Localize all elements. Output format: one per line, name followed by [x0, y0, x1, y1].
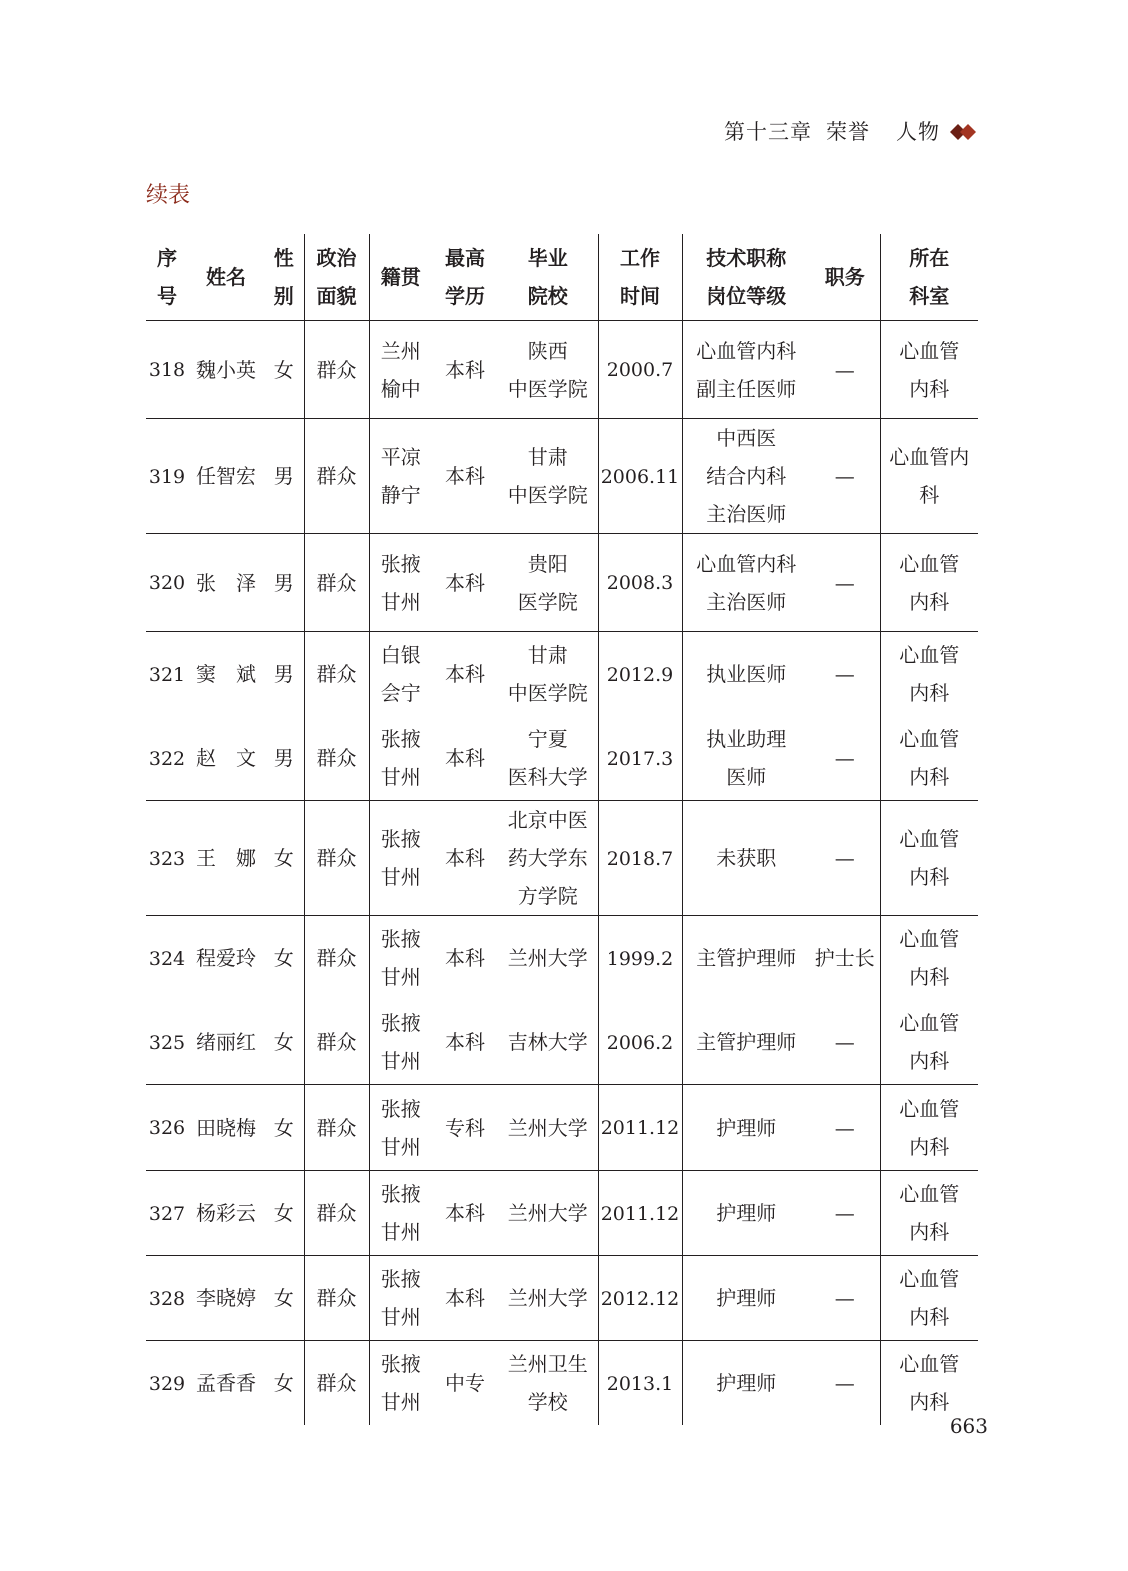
row-gender — [264, 1256, 304, 1341]
row-education-text: 本科 — [445, 1201, 485, 1225]
row-work-time-text: 2008.3 — [606, 572, 674, 594]
row-seq-text: 319 — [148, 465, 186, 488]
row-seq-text: 323 — [148, 847, 186, 870]
row-department — [880, 321, 978, 419]
row-title-text: 护理师 — [716, 1286, 777, 1310]
row-school-text: 吉林大学 — [507, 1030, 588, 1054]
row-gender-text: 男 — [273, 662, 294, 686]
row-department-text: 心血管 内科 — [899, 338, 960, 401]
row-native-text: 张掖 甘州 — [380, 727, 421, 789]
table-row — [146, 1085, 978, 1171]
row-position-text: — — [834, 1115, 855, 1140]
header-native: 籍贯 — [369, 234, 432, 321]
row-native — [369, 1085, 432, 1171]
row-politics-text: 群众 — [316, 464, 357, 488]
row-school — [498, 1000, 598, 1085]
row-work-time — [598, 1171, 682, 1256]
row-title — [682, 1000, 810, 1085]
row-native-text: 张掖 甘州 — [380, 927, 421, 989]
row-title-text: 主管护理师 — [696, 946, 797, 970]
row-native — [369, 716, 432, 801]
row-department-text: 心血管 内科 — [899, 1267, 960, 1329]
row-department-text: 心血管 内科 — [899, 827, 960, 889]
row-politics — [304, 916, 369, 1001]
row-name-text: 田晓梅 — [196, 1115, 256, 1140]
row-politics — [304, 632, 369, 717]
row-work-time — [598, 321, 682, 419]
row-title — [682, 534, 810, 632]
row-name — [188, 1256, 264, 1341]
row-native — [369, 1000, 432, 1085]
row-gender-text: 女 — [273, 1201, 294, 1225]
row-school — [498, 321, 598, 419]
row-gender-text: 女 — [273, 1371, 294, 1395]
row-politics-text: 群众 — [316, 1115, 357, 1140]
row-work-time — [598, 1085, 682, 1171]
row-title — [682, 1341, 810, 1426]
row-seq — [146, 716, 188, 801]
row-education — [432, 419, 498, 534]
row-department — [880, 1085, 978, 1171]
row-seq — [146, 1256, 188, 1341]
row-name — [188, 1085, 264, 1171]
row-politics — [304, 321, 369, 419]
row-school — [498, 534, 598, 632]
table-row — [146, 1341, 978, 1426]
row-department-text: 心血管 内科 — [899, 927, 960, 989]
row-politics-text: 群众 — [316, 1201, 357, 1225]
row-title — [682, 632, 810, 717]
row-education-text: 本科 — [445, 1030, 485, 1054]
row-gender-text: 女 — [273, 357, 294, 382]
row-title-text: 执业医师 — [706, 662, 787, 686]
row-title-text: 执业助理 医师 — [706, 727, 787, 789]
row-title — [682, 801, 810, 916]
row-seq — [146, 1000, 188, 1085]
row-native-text: 张掖 甘州 — [380, 1267, 421, 1329]
row-seq-text: 318 — [148, 359, 186, 381]
row-title-text: 未获职 — [716, 846, 777, 870]
row-department-text: 心血管 内科 — [899, 1096, 960, 1159]
row-gender — [264, 534, 304, 632]
row-seq-text: 327 — [148, 1202, 186, 1225]
row-education — [432, 534, 498, 632]
row-name — [188, 534, 264, 632]
row-education — [432, 1256, 498, 1341]
row-seq-text: 322 — [148, 747, 186, 770]
row-education-text: 本科 — [445, 570, 485, 595]
row-department-text: 心血管内 科 — [889, 445, 970, 507]
row-education-text: 本科 — [445, 746, 485, 770]
row-title-text: 护理师 — [716, 1371, 777, 1395]
row-name-text: 杨彩云 — [196, 1201, 256, 1225]
row-name-text: 程爱玲 — [196, 946, 256, 970]
row-native-text: 白银 会宁 — [380, 643, 421, 705]
row-native — [369, 1171, 432, 1256]
row-seq-text: 329 — [148, 1372, 186, 1395]
row-position-text: — — [834, 357, 855, 382]
table-row — [146, 632, 978, 717]
row-department-text: 心血管 内科 — [899, 643, 960, 705]
row-work-time-text: 2000.7 — [606, 359, 674, 381]
row-politics — [304, 1000, 369, 1085]
row-seq-text: 325 — [148, 1031, 186, 1054]
row-native — [369, 1256, 432, 1341]
table-row — [146, 419, 978, 534]
row-school — [498, 632, 598, 717]
row-name-text: 张 泽 — [196, 570, 256, 595]
row-name — [188, 1000, 264, 1085]
row-gender-text: 女 — [273, 946, 294, 970]
running-head-topic-2: 人物 — [896, 120, 940, 144]
row-seq — [146, 916, 188, 1001]
row-department — [880, 1171, 978, 1256]
row-position — [810, 632, 880, 717]
header-education: 最高 学历 — [432, 234, 498, 321]
row-work-time-text: 2018.7 — [606, 847, 674, 870]
row-politics-text: 群众 — [316, 946, 357, 970]
row-position — [810, 716, 880, 801]
header-politics: 政治 面貌 — [304, 234, 369, 321]
row-education-text: 本科 — [445, 1286, 485, 1310]
row-name — [188, 1171, 264, 1256]
row-name-text: 绪丽红 — [196, 1030, 256, 1054]
row-gender-text: 女 — [273, 1286, 294, 1310]
table-row — [146, 916, 978, 1001]
row-work-time-text: 2017.3 — [606, 747, 674, 770]
row-title-text: 主管护理师 — [696, 1030, 797, 1054]
row-department-text: 心血管 内科 — [899, 1352, 960, 1414]
row-work-time — [598, 1000, 682, 1085]
row-title — [682, 1256, 810, 1341]
row-education — [432, 801, 498, 916]
row-position-text: — — [834, 1201, 855, 1225]
row-work-time — [598, 419, 682, 534]
row-name-text: 赵 文 — [196, 746, 256, 770]
row-position-text: — — [834, 1030, 855, 1054]
row-name — [188, 321, 264, 419]
row-department-text: 心血管 内科 — [899, 551, 960, 614]
row-school — [498, 419, 598, 534]
row-gender — [264, 1341, 304, 1426]
row-school-text: 兰州大学 — [507, 1286, 588, 1310]
row-education-text: 本科 — [445, 946, 485, 970]
row-politics-text: 群众 — [316, 1286, 357, 1310]
row-seq — [146, 632, 188, 717]
row-title-text: 心血管内科 副主任医师 — [696, 338, 797, 401]
row-seq-text: 326 — [148, 1117, 186, 1139]
row-seq-text: 320 — [148, 572, 186, 594]
row-department — [880, 534, 978, 632]
row-title — [682, 916, 810, 1001]
row-native — [369, 534, 432, 632]
row-name-text: 魏小英 — [196, 357, 256, 382]
row-school — [498, 1341, 598, 1426]
row-work-time-text: 2006.2 — [606, 1031, 674, 1054]
row-name-text: 王 娜 — [196, 846, 256, 870]
row-gender — [264, 419, 304, 534]
row-position-text: — — [834, 570, 855, 595]
row-education — [432, 716, 498, 801]
row-seq-text: 328 — [148, 1287, 186, 1310]
row-gender — [264, 716, 304, 801]
row-education-text: 本科 — [445, 357, 485, 382]
row-gender — [264, 632, 304, 717]
row-politics — [304, 1085, 369, 1171]
row-department-text: 心血管 内科 — [899, 1011, 960, 1073]
row-gender-text: 女 — [273, 846, 294, 870]
row-native-text: 张掖 甘州 — [380, 1096, 421, 1159]
row-position — [810, 321, 880, 419]
table-row — [146, 1171, 978, 1256]
row-work-time — [598, 716, 682, 801]
table-row — [146, 534, 978, 632]
row-native-text: 张掖 甘州 — [380, 1182, 421, 1244]
row-seq — [146, 1085, 188, 1171]
row-work-time — [598, 1341, 682, 1426]
row-education-text: 中专 — [445, 1371, 485, 1395]
row-seq — [146, 1171, 188, 1256]
row-school-text: 兰州卫生 学校 — [507, 1352, 588, 1414]
row-department — [880, 419, 978, 534]
row-native — [369, 1341, 432, 1426]
row-school — [498, 916, 598, 1001]
row-school-text: 甘肃 中医学院 — [507, 445, 588, 507]
row-politics — [304, 1341, 369, 1426]
row-school-text: 陕西 中医学院 — [507, 338, 588, 401]
row-politics — [304, 801, 369, 916]
row-education — [432, 321, 498, 419]
row-name-text: 任智宏 — [196, 464, 256, 488]
row-school — [498, 1256, 598, 1341]
row-education — [432, 1000, 498, 1085]
row-native-text: 兰州 榆中 — [380, 338, 421, 401]
row-department — [880, 1256, 978, 1341]
row-seq — [146, 534, 188, 632]
row-education — [432, 916, 498, 1001]
row-position-text: — — [834, 464, 855, 488]
row-school-text: 宁夏 医科大学 — [507, 727, 588, 789]
row-school — [498, 801, 598, 916]
row-school — [498, 1085, 598, 1171]
row-position — [810, 1341, 880, 1426]
row-work-time-text: 2006.11 — [600, 465, 680, 488]
row-school-text: 兰州大学 — [507, 1201, 588, 1225]
running-head-topic-1: 荣誉 — [826, 120, 870, 144]
row-gender — [264, 1085, 304, 1171]
row-title-text: 护理师 — [716, 1115, 777, 1140]
row-school-text: 兰州大学 — [507, 1115, 588, 1140]
row-native-text: 张掖 甘州 — [380, 827, 421, 889]
row-position — [810, 1171, 880, 1256]
row-education — [432, 1085, 498, 1171]
row-department — [880, 801, 978, 916]
row-native — [369, 419, 432, 534]
row-gender — [264, 916, 304, 1001]
row-gender — [264, 321, 304, 419]
row-politics-text: 群众 — [316, 746, 357, 770]
row-school-text: 甘肃 中医学院 — [507, 643, 588, 705]
header-name: 姓名 — [188, 234, 264, 321]
row-department-text: 心血管 内科 — [899, 727, 960, 789]
row-seq — [146, 321, 188, 419]
row-title — [682, 419, 810, 534]
row-gender-text: 女 — [273, 1115, 294, 1140]
row-name-text: 窦 斌 — [196, 662, 256, 686]
row-position — [810, 419, 880, 534]
double-diamond-icon — [950, 122, 978, 142]
header-school: 毕业 院校 — [498, 234, 598, 321]
row-politics — [304, 716, 369, 801]
running-head-chapter: 第十三章 — [724, 120, 812, 144]
row-position-text: — — [834, 746, 855, 770]
header-title: 技术职称 岗位等级 — [682, 234, 810, 321]
header-department: 所在 科室 — [880, 234, 978, 321]
row-seq — [146, 1341, 188, 1426]
row-school — [498, 716, 598, 801]
row-politics — [304, 419, 369, 534]
row-native-text: 张掖 甘州 — [380, 1352, 421, 1414]
row-title — [682, 321, 810, 419]
table-row — [146, 716, 978, 801]
row-work-time-text: 2011.12 — [600, 1202, 680, 1225]
header-gender: 性 别 — [264, 234, 304, 321]
row-native-text: 张掖 甘州 — [380, 1011, 421, 1073]
row-native-text: 张掖 甘州 — [380, 551, 421, 614]
row-name — [188, 916, 264, 1001]
row-work-time — [598, 632, 682, 717]
row-position — [810, 916, 880, 1001]
row-title — [682, 1171, 810, 1256]
table-row — [146, 321, 978, 419]
row-native-text: 平凉 静宁 — [380, 445, 421, 507]
row-seq — [146, 801, 188, 916]
row-politics — [304, 1171, 369, 1256]
row-school-text: 北京中医 药大学东 方学院 — [507, 808, 588, 908]
row-work-time-text: 2011.12 — [600, 1117, 680, 1139]
row-work-time — [598, 1256, 682, 1341]
row-politics — [304, 534, 369, 632]
row-work-time — [598, 534, 682, 632]
row-native — [369, 632, 432, 717]
row-name-text: 李晓婷 — [196, 1286, 256, 1310]
header-seq: 序 号 — [146, 234, 188, 321]
row-department — [880, 916, 978, 1001]
row-work-time — [598, 916, 682, 1001]
row-education — [432, 632, 498, 717]
row-gender-text: 男 — [273, 464, 294, 488]
row-name — [188, 716, 264, 801]
continued-label: 续表 — [146, 183, 191, 208]
row-seq — [146, 419, 188, 534]
staff-table — [146, 234, 978, 1425]
row-name — [188, 419, 264, 534]
row-name-text: 孟香香 — [196, 1371, 256, 1395]
row-native — [369, 321, 432, 419]
row-position-text: — — [834, 1286, 855, 1310]
header-work-time: 工作 时间 — [598, 234, 682, 321]
row-gender — [264, 1000, 304, 1085]
row-politics-text: 群众 — [316, 662, 357, 686]
row-seq-text: 321 — [148, 663, 186, 686]
row-politics-text: 群众 — [316, 357, 357, 382]
table-header-row — [146, 234, 978, 321]
row-position-text: — — [834, 846, 855, 870]
row-gender — [264, 801, 304, 916]
row-school-text: 兰州大学 — [507, 946, 588, 970]
row-department — [880, 716, 978, 801]
row-name — [188, 801, 264, 916]
row-department — [880, 1341, 978, 1426]
row-position-text: — — [834, 662, 855, 686]
row-work-time-text: 2012.9 — [606, 663, 674, 686]
row-department-text: 心血管 内科 — [899, 1182, 960, 1244]
row-school-text: 贵阳 医学院 — [517, 551, 578, 614]
row-position — [810, 1256, 880, 1341]
row-position — [810, 1085, 880, 1171]
row-name — [188, 632, 264, 717]
row-title — [682, 1085, 810, 1171]
page-number: 663 — [949, 1414, 988, 1438]
row-native — [369, 916, 432, 1001]
row-gender-text: 男 — [273, 746, 294, 770]
row-education-text: 本科 — [445, 662, 485, 686]
row-work-time-text: 2012.12 — [600, 1287, 680, 1310]
row-gender-text: 男 — [273, 570, 294, 595]
row-politics — [304, 1256, 369, 1341]
row-politics-text: 群众 — [316, 570, 357, 595]
row-school — [498, 1171, 598, 1256]
running-head — [724, 116, 940, 146]
row-work-time-text: 2013.1 — [606, 1372, 674, 1395]
row-work-time-text: 1999.2 — [606, 947, 674, 970]
row-position-text: 护士长 — [814, 946, 875, 970]
row-position — [810, 534, 880, 632]
row-department — [880, 632, 978, 717]
row-position — [810, 1000, 880, 1085]
row-gender-text: 女 — [273, 1030, 294, 1054]
row-politics-text: 群众 — [316, 1371, 357, 1395]
row-department — [880, 1000, 978, 1085]
row-education — [432, 1341, 498, 1426]
row-native — [369, 801, 432, 916]
row-politics-text: 群众 — [316, 846, 357, 870]
row-work-time — [598, 801, 682, 916]
row-politics-text: 群众 — [316, 1030, 357, 1054]
row-name — [188, 1341, 264, 1426]
row-title-text: 心血管内科 主治医师 — [696, 551, 797, 614]
row-gender — [264, 1171, 304, 1256]
header-position: 职务 — [810, 234, 880, 321]
row-position-text: — — [834, 1371, 855, 1395]
table-row — [146, 1256, 978, 1341]
row-title-text: 中西医 结合内科 主治医师 — [706, 426, 787, 526]
row-title-text: 护理师 — [716, 1201, 777, 1225]
row-education — [432, 1171, 498, 1256]
table-row — [146, 1000, 978, 1085]
row-seq-text: 324 — [148, 947, 186, 970]
row-education-text: 专科 — [445, 1115, 485, 1140]
row-position — [810, 801, 880, 916]
row-education-text: 本科 — [445, 846, 485, 870]
row-title — [682, 716, 810, 801]
row-education-text: 本科 — [445, 464, 485, 488]
table-row — [146, 801, 978, 916]
